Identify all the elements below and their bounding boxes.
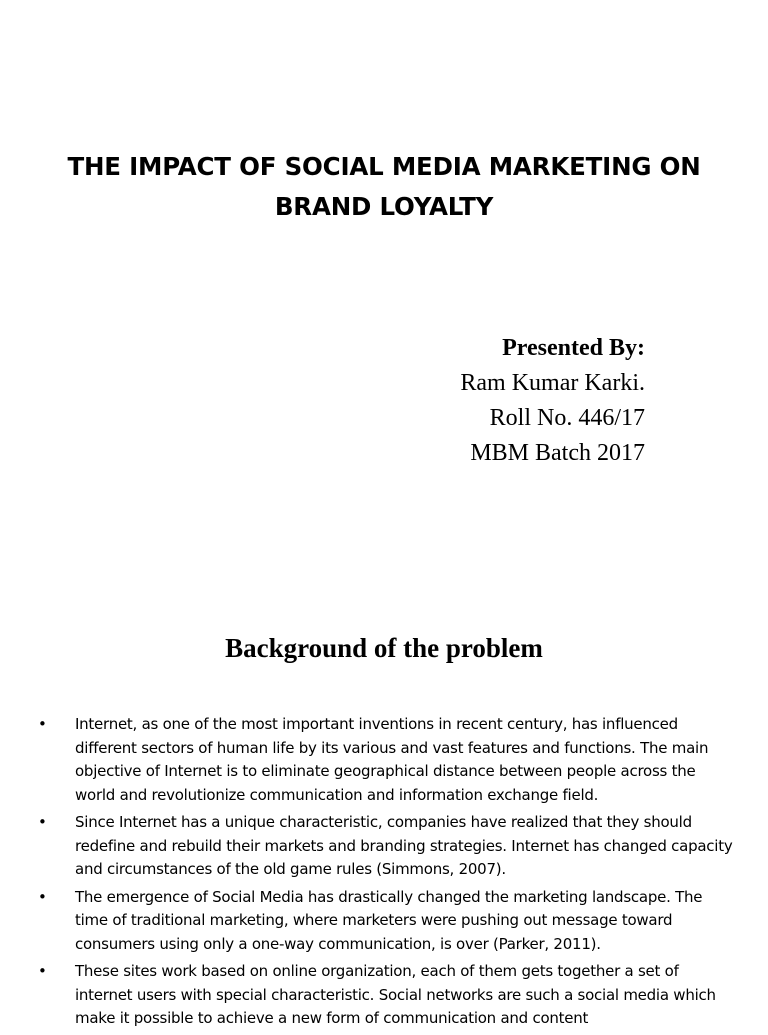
list-item <box>38 811 738 882</box>
section-title: Background of the problem <box>225 633 543 663</box>
list-item <box>38 713 738 807</box>
presenter-heading: Presented By: <box>502 335 645 361</box>
bullet-text: Since Internet has a unique characteristic, companies have realized that they should redefine and rebuild their markets and branding strategies. Internet has changed capacity and circumstances of the old game rules (Simmons, 2007). <box>75 813 733 878</box>
presentation-title: THE IMPACT OF SOCIAL MEDIA MARKETING ON BRAND LOYALTY <box>67 152 701 221</box>
background-slide <box>0 576 768 1027</box>
batch: MBM Batch 2017 <box>470 440 645 466</box>
bullet-list <box>38 713 738 1035</box>
list-item <box>38 886 738 957</box>
bullet-icon: • <box>38 887 47 906</box>
presenter-name: Ram Kumar Karki. <box>460 370 645 396</box>
bullet-icon: • <box>38 962 47 980</box>
roll-number: Roll No. 446/17 <box>489 405 645 431</box>
bullet-text: Internet, as one of the most important inventions in recent century, has influenced different sectors of human life by its various and vast features and functions. The main objective of Internet is to eliminate geographical distance between people across the world and revolutionize communication and information exchange field. <box>75 715 709 804</box>
bullet-text: These sites work based on online organization, each of them gets together a set of internet users with special characteristic. Social networks are such a social media which make it possible to achieve a new form of communication and content <box>75 962 716 1027</box>
bullet-icon: • <box>38 813 47 831</box>
bullet-icon: • <box>38 715 47 733</box>
presenter-info <box>460 330 645 471</box>
bullet-text: The emergence of Social Media has drastically changed the marketing landscape. The time of traditional marketing, where marketers were pushing out message toward consumers using only a one-way communication, is over (Parker, 2011). <box>75 887 703 953</box>
list-item <box>38 960 738 1031</box>
